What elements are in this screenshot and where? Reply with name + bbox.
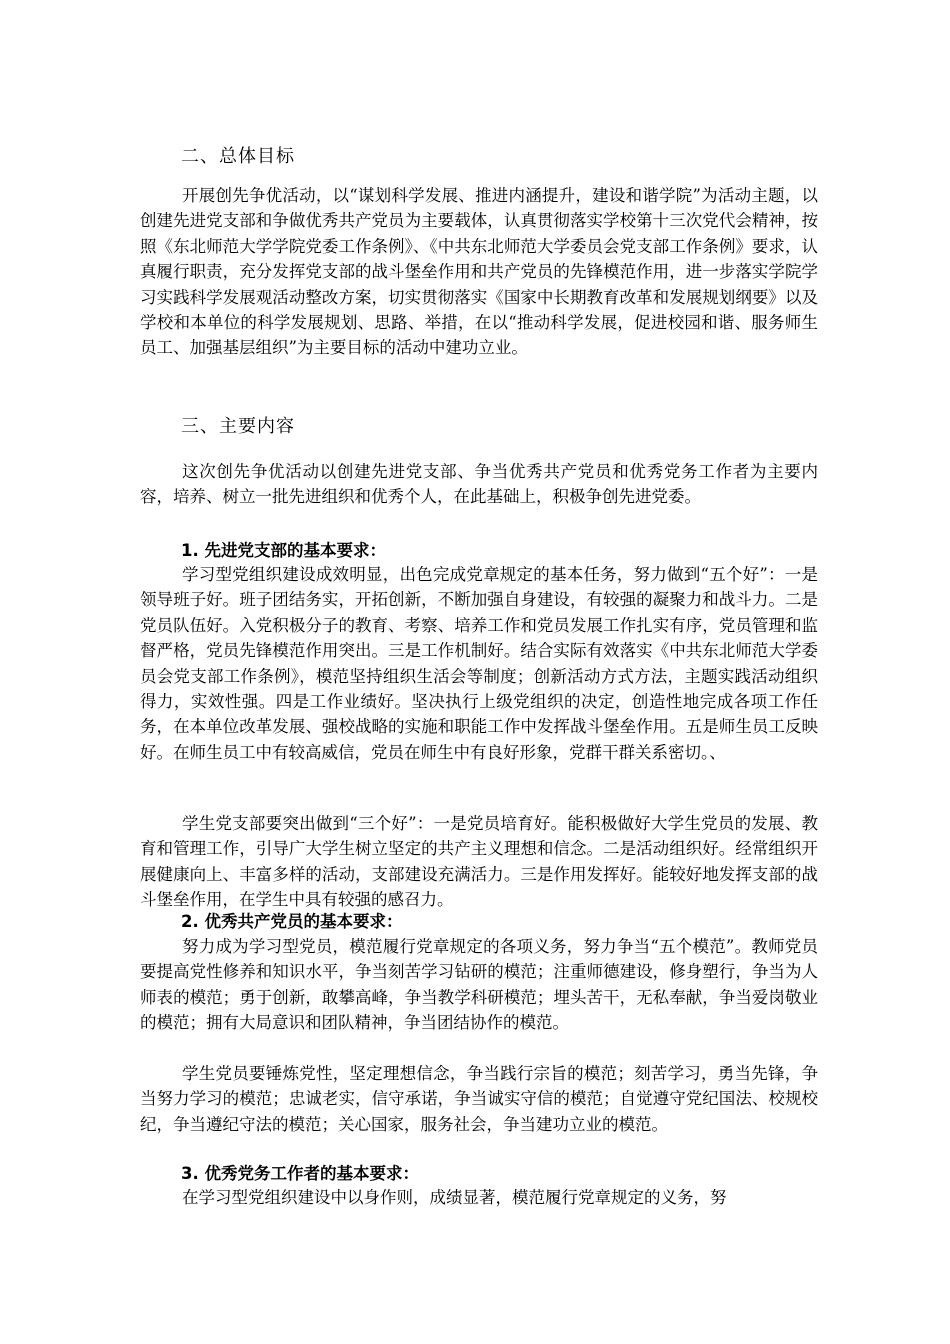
paragraph-branch-requirements: 学习型党组织建设成效明显，出色完成党章规定的基本任务，努力做到“五个好”：一是领导班子好。班子团结务实，开拓创新，不断加强自身建设，有较强的凝聚力和战斗力。二是党员队伍好。入党积极分子的教育、考察、培养工作和党员发展工作扎实有序，党员管理和监督严格，党员先锋模范作用突出。三是工作机制好。结合实际有效落实《中共东北师范大学委员会党支部工作条例》，模范坚持组织生活会等制度；创新活动方式方法，主题实践活动组织得力，实效性强。四是工作业绩好。坚决执行上级党组织的决定，创造性地完成各项工作任务，在本单位改革发展、强校战略的实施和职能工作中发挥战斗堡垒作用。五是师生员工反映好。在师生员工中有较高威信，党员在师生中有良好形象，党群干群关系密切。、 (140, 565, 818, 762)
paragraph-student-branch: 学生党支部要突出做到“三个好”：一是党员培育好。能积极做好大学生党员的发展、教育和管理工作，引导广大学生树立坚定的共产主义理想和信念。二是活动组织好。经常组织开展健康向上、丰富多样的活动，支部建设充满活力。三是作用发挥好。能较好地发挥支部的战斗堡垒作用，在学生中具有较强的感召力。 (140, 814, 818, 910)
requirement-title-branch: 1. 先进党支部的基本要求： (181, 541, 386, 560)
paragraph-student-members: 学生党员要锤炼党性，坚定理想信念，争当践行宗旨的模范；刻苦学习，勇当先锋，争当努力学习的模范；忠诚老实，信守承诺，争当诚实守信的模范；自觉遵守党纪国法、校规校纪，争当遵纪守法的模范；关心国家，服务社会，争当建功立业的模范。 (140, 1064, 818, 1134)
paragraph-content: 这次创先争优活动以创建先进党支部、争当优秀共产党员和优秀党务工作者为主要内容，培养、树立一批先进组织和优秀个人，在此基础上，积极争创先进党委。 (140, 462, 818, 507)
paragraph-worker-requirements: 在学习型党组织建设中以身作则，成绩显著，模范履行党章规定的义务，努 (182, 1188, 727, 1207)
section-heading-goals: 二、总体目标 (181, 146, 295, 167)
requirement-title-member: 2. 优秀共产党员的基本要求： (181, 912, 403, 931)
section-heading-content: 三、主要内容 (181, 416, 295, 437)
paragraph-teacher-members: 努力成为学习型党员，模范履行党章规定的各项义务，努力争当“五个模范”。教师党员要提高党性修养和知识水平，争当刻苦学习钻研的模范；注重师德建设，修身塑行，争当为人师表的模范；勇于创新，敢攀高峰，争当教学科研模范；埋头苦干，无私奉献，争当爱岗敬业的模范；拥有大局意识和团队精神，争当团结协作的模范。 (140, 937, 818, 1033)
paragraph-goals: 开展创先争优活动，以“谋划科学发展、推进内涵提升，建设和谐学院”为活动主题，以创建先进党支部和争做优秀共产党员为主要载体，认真贯彻落实学校第十三次党代会精神，按照《东北师范大学学院党委工作条例》、《中共东北师范大学委员会党支部工作条例》要求，认真履行职责，充分发挥党支部的战斗堡垒作用和共产党员的先锋模范作用，进一步落实学院学习实践科学发展观活动整改方案，切实贯彻落实《国家中长期教育改革和发展规划纲要》以及学校和本单位的科学发展规划、思路、举措，在以“推动科学发展，促进校园和谐、服务师生员工、加强基层组织”为主要目标的活动中建功立业。 (140, 186, 818, 358)
requirement-title-worker: 3. 优秀党务工作者的基本要求： (181, 1164, 419, 1183)
